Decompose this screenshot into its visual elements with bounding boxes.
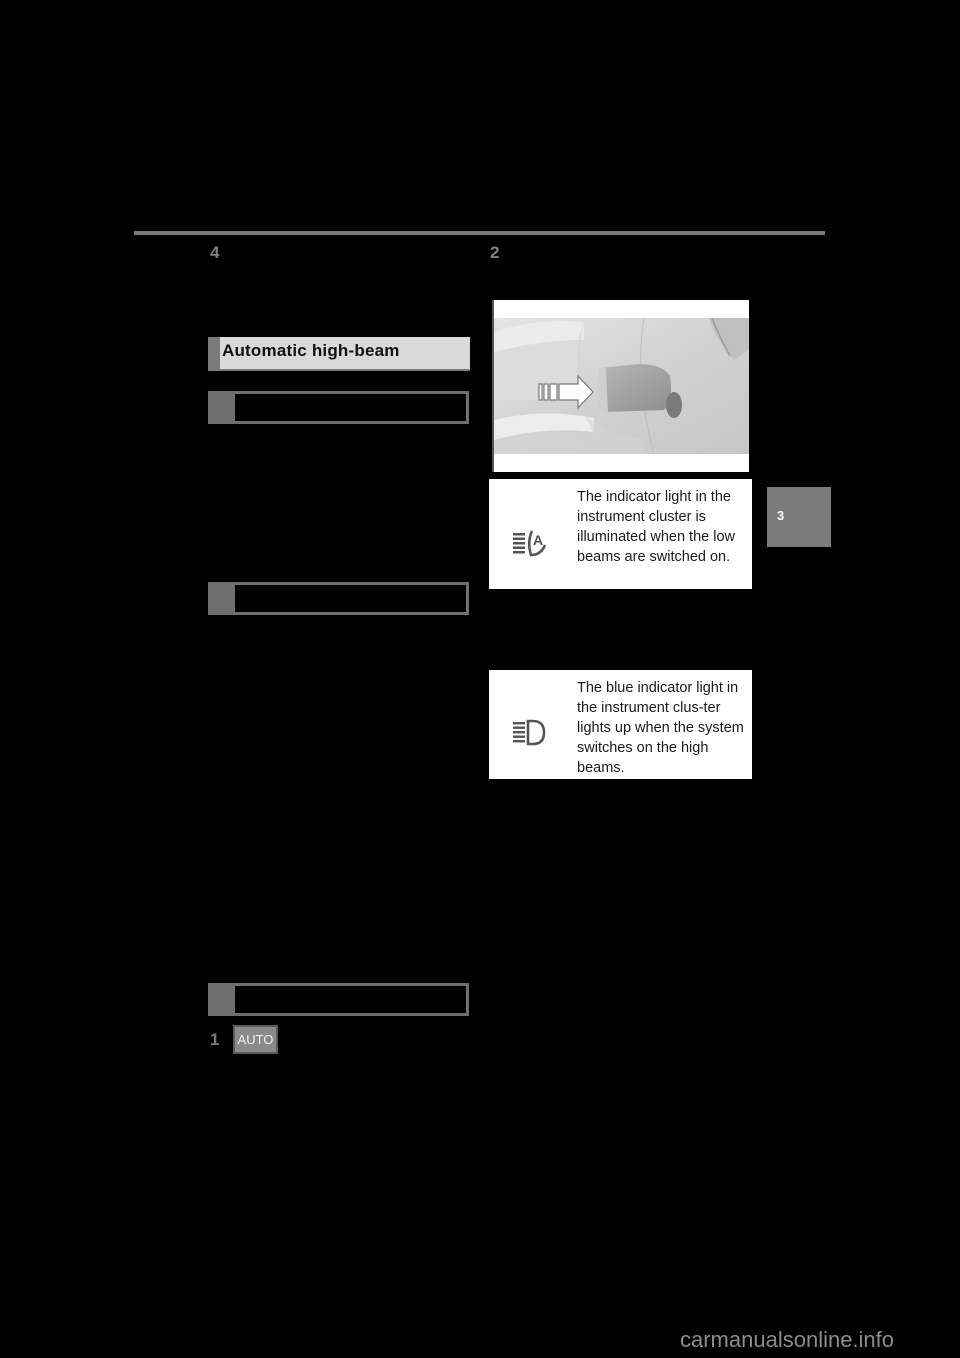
light-switch-illustration	[494, 300, 749, 472]
info-box-low-beam	[489, 479, 752, 589]
chapter-tab[interactable]	[767, 487, 831, 547]
auto-low-beam-indicator-icon	[511, 525, 551, 559]
chapter-tab-number: 3	[777, 508, 785, 523]
heading-accent-bar	[208, 337, 220, 369]
subheading-2	[208, 582, 469, 615]
auto-button-glyph	[233, 1025, 278, 1054]
info-box-text: The indicator light in the instrument cluster is illuminated when the low beams are switched on.	[577, 489, 735, 565]
step-number: 1	[210, 1030, 220, 1049]
light-switch-figure	[492, 300, 749, 472]
svg-text:A: A	[533, 532, 544, 548]
auto-button-label: AUTO	[237, 1032, 274, 1047]
section-heading-title: Automatic high-beam	[222, 341, 400, 360]
subheading-accent-bar	[208, 582, 235, 615]
subheading-1	[208, 391, 469, 424]
subheading-accent-bar	[208, 983, 235, 1016]
left-column-number: 4	[210, 243, 220, 262]
info-box-high-beam	[489, 670, 752, 779]
header-rule	[134, 231, 825, 235]
section-heading	[208, 337, 470, 371]
right-column-number: 2	[490, 243, 500, 262]
subheading-accent-bar	[208, 391, 235, 424]
high-beam-indicator-icon	[511, 716, 551, 750]
watermark: carmanualsonline.info	[680, 1327, 895, 1352]
subheading-3	[208, 983, 469, 1016]
info-box-text: The blue indicator light in the instrument clus-ter lights up when the system switches on the high beams.	[577, 680, 744, 776]
